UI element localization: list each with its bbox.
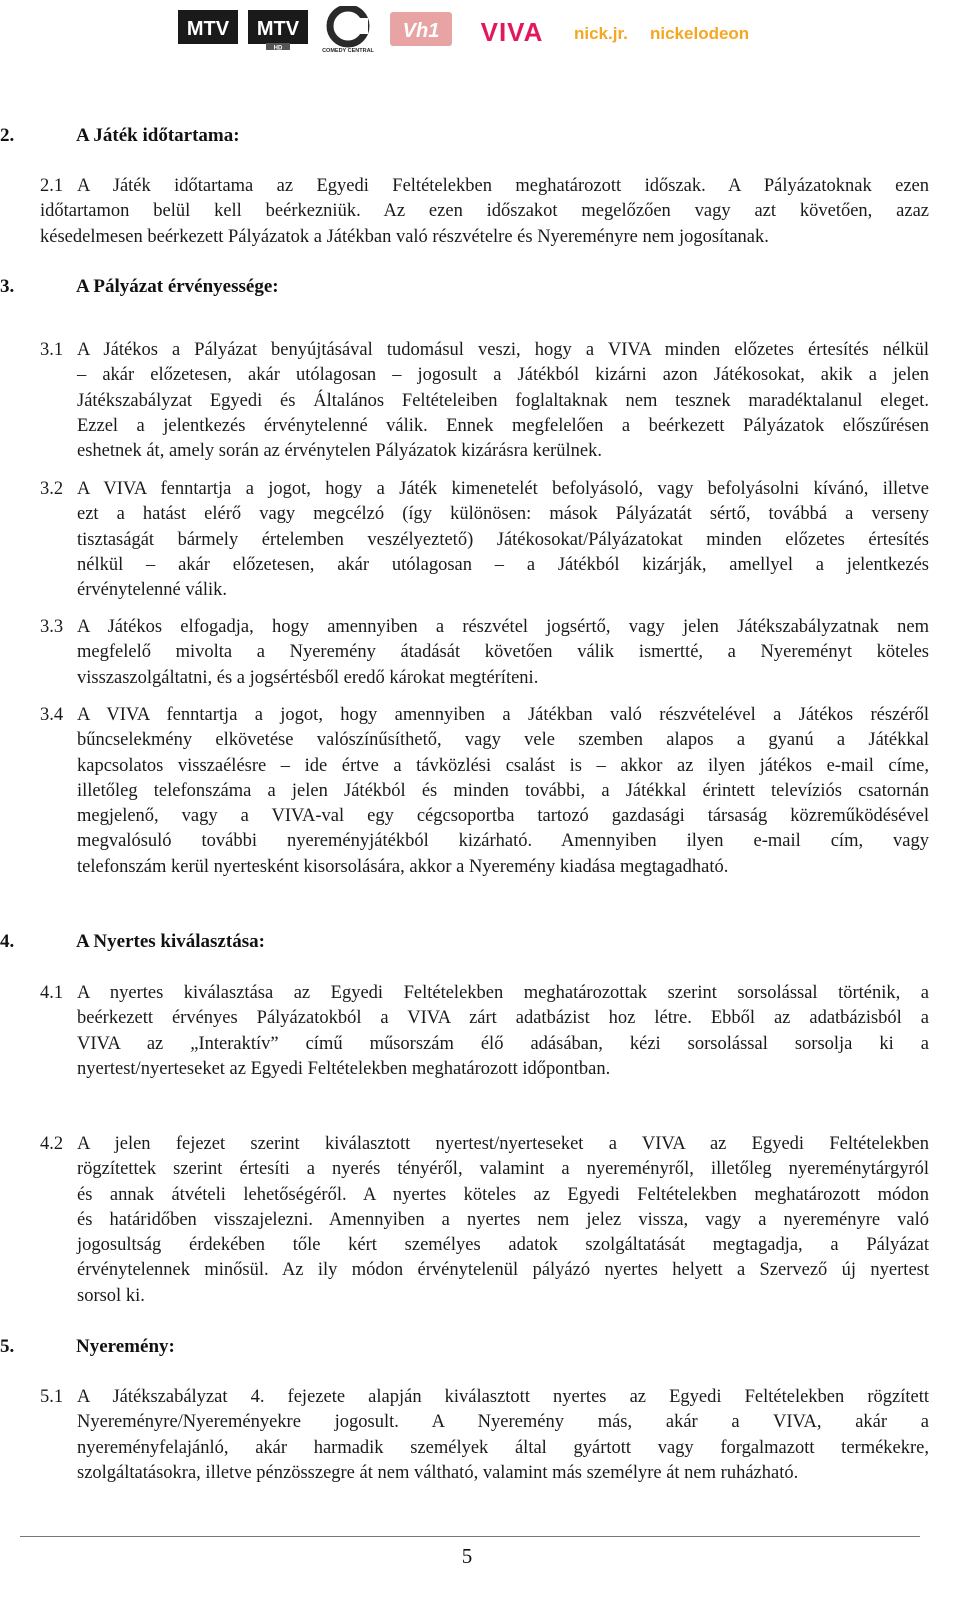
- section-title: Nyeremény:: [76, 1336, 175, 1357]
- paragraph-number: 3.1: [40, 340, 64, 360]
- text-line: ezt a hatást elérő vagy megcélzó (így különösen: mások Pályázatát sértő, továbbá a verseny: [77, 504, 929, 525]
- paragraph-number: 4.2: [40, 1134, 64, 1154]
- paragraph-2-1: [40, 174, 929, 250]
- paragraph-3-4: [40, 703, 929, 880]
- vh1-logo: [390, 12, 452, 46]
- text-line: jogosultság érdekében tőle kért személyes adatok szolgáltatását megtagadja, a Pályázat: [77, 1235, 929, 1256]
- section-title: A Játék időtartama:: [76, 125, 240, 146]
- text-line: és annak átvételi lehetőségéről. A nyertes köteles az Egyedi Feltételekben meghatározott módon: [77, 1184, 929, 1205]
- text-line: megjelenő, vagy a VIVA-val egy cégcsoportba tartozó gazdasági társaság közreműködésével: [77, 806, 929, 827]
- text-line: Nyereményre/Nyereményekre jogosult. A Nyeremény más, akár a VIVA, akár a: [77, 1412, 929, 1433]
- text-line: nélkül – akár előzetesen, akár utólagosan – a Játékból kizárják, amellyel a jelentkezés: [77, 554, 929, 575]
- viva-logo-text: VIVA: [480, 18, 544, 44]
- text-line: A VIVA fenntartja a jogot, hogy amennyiben a Játékban való részvételével a Játékos részéről: [77, 705, 929, 725]
- text-line: Játékszabályzat Egyedi és Általános Feltételeiben foglaltaknak nem tesznek maradéktalanul eleget.: [77, 390, 929, 411]
- comedy-central-text: COMEDY CENTRAL: [322, 48, 374, 54]
- text-line: A VIVA fenntartja a jogot, hogy a Játék kimenetelét befolyásoló, vagy befolyásolni kívánó, illetve: [77, 479, 929, 499]
- text-line: sorsol ki.: [77, 1285, 145, 1306]
- mtv-hd-logo-text: MTV: [256, 18, 300, 40]
- text-line: kapcsolatos visszaélésre – ide értve a távközlési csalást is – akkor az ilyen játékos e-mail címe,: [77, 755, 929, 776]
- paragraph-number: 3.2: [40, 479, 64, 499]
- section-title: A Pályázat érvényessége:: [76, 276, 279, 297]
- text-line: eshetnek át, amely során az érvénytelen Pályázatok kizárásra kerülnek.: [77, 441, 602, 462]
- text-line: beérkezett érvényes Pályázatokból a VIVA zárt adatbázist hoz létre. Ebből az adatbázisból a: [77, 1008, 929, 1029]
- text-line: érvénytelenné válik.: [77, 580, 227, 601]
- vh1-logo-text: Vh1: [402, 20, 440, 42]
- text-line: bűncselekmény elkövetése valószínűsíthető, vagy vele szemben alapos a gyanú a Játékkal: [77, 730, 929, 751]
- paragraph-5-1: [40, 1385, 929, 1486]
- paragraph-number: 3.3: [40, 617, 64, 637]
- nickelodeon-logo: [650, 20, 776, 46]
- text-line: időtartamon belül kell beérkezniük. Az ezen időszakot megelőzően vagy azt követően, azaz: [40, 201, 929, 222]
- text-line: nyertest/nyerteseket az Egyedi Feltételekben meghatározott időpontban.: [77, 1058, 611, 1079]
- text-line: Ezzel a jelentkezés érvénytelenné válik. Ennek megfelelően a beérkezett Pályázatok előszűrésen: [77, 415, 929, 436]
- channel-logos: [170, 6, 780, 56]
- text-line: illetőleg telefonszáma a jelen Játékból és minden további, a Játékkal érintett televíziós csatornán: [77, 780, 929, 801]
- paragraph-3-1: [40, 338, 929, 464]
- text-line: rögzítettek szerint értesíti a nyerés tényéről, valamint a nyereményről, illetőleg nyereménytárgyról: [77, 1159, 929, 1180]
- text-line: A Játékos elfogadja, hogy amennyiben a részvétel jogsértő, vagy jelen Játékszabályzatnak nem: [77, 617, 929, 637]
- text-line: visszaszolgáltatni, és a jogsértésből eredő károkat megtéríteni.: [77, 667, 539, 688]
- text-line: megvalósuló további nyereményjátékból kizárható. Amennyiben ilyen e-mail cím, vagy: [77, 831, 929, 852]
- mtv-hd-logo: [248, 10, 308, 50]
- text-line: – akár előzetesen, akár utólagosan – jogosult a Játékból kizárni azon Játékosokat, akik a jelen: [77, 365, 929, 386]
- section-number: 4.: [0, 931, 15, 952]
- nickelodeon-logo-text: nickelodeon: [650, 24, 750, 43]
- text-line: késedelmesen beérkezett Pályázatok a Játékban való részvételre és Nyereményre nem jogosítanak.: [40, 226, 769, 247]
- comedy-central-logo: [316, 6, 380, 54]
- paragraph-3-2: [40, 477, 929, 603]
- viva-logo: [466, 18, 558, 44]
- text-line: VIVA az „Interaktív” című műsorszám élő adásában, kézi sorsolással sorsolja ki a: [77, 1033, 929, 1054]
- text-line: A nyertes kiválasztása az Egyedi Feltételekben meghatározottak szerint sorsolással történik, a: [77, 983, 929, 1003]
- section-number: 3.: [0, 276, 15, 297]
- text-line: A Játékszabályzat 4. fejezete alapján kiválasztott nyertes az Egyedi Feltételekben rögzített: [77, 1387, 929, 1407]
- text-line: megfelelő mivolta a Nyeremény átadását követően válik ismertté, a Nyereményt köteles: [77, 642, 929, 663]
- paragraph-number: 5.1: [40, 1387, 64, 1407]
- paragraph-3-3: [40, 615, 929, 691]
- text-line: A Játékos a Pályázat benyújtásával tudomásul veszi, hogy a VIVA minden előzetes értesítés nélkül: [77, 340, 929, 360]
- footer-divider: [20, 1536, 920, 1537]
- mtv-logo: [178, 10, 238, 44]
- paragraph-number: 4.1: [40, 983, 64, 1003]
- text-line: tisztaságát bármely értelemben veszélyeztető) Játékosokat/Pályázatokat minden előzetes értesítés: [77, 529, 929, 550]
- nick-jr-logo: [574, 20, 646, 46]
- text-line: nyereményfelajánló, akár harmadik személyek által gyártott vagy forgalmazott termékekre,: [77, 1437, 929, 1458]
- page-number: 5: [461, 1544, 473, 1568]
- mtv-hd-sublabel: HD: [273, 45, 283, 50]
- text-line: szolgáltatásokra, illetve pénzösszegre át nem váltható, valamint más személyre át nem ruházható.: [77, 1462, 799, 1483]
- text-line: és határidőben visszajelezni. Amennyiben a nyertes nem jelez vissza, vagy a nyereményre való: [77, 1209, 929, 1230]
- paragraph-number: 2.1: [40, 176, 64, 196]
- section-number: 2.: [0, 125, 15, 146]
- section-title: A Nyertes kiválasztása:: [76, 931, 265, 952]
- nick-jr-logo-text: nick.jr.: [574, 24, 628, 43]
- text-line: érvénytelennek minősül. Az ily módon érvénytelenül pályázó nyertes helyett a Szervező új nyertest: [77, 1260, 929, 1281]
- text-line: A jelen fejezet szerint kiválasztott nyertest/nyerteseket a VIVA az Egyedi Feltételekben: [77, 1134, 929, 1154]
- paragraph-4-1: [40, 981, 929, 1082]
- paragraph-number: 3.4: [40, 705, 64, 725]
- text-line: A Játék időtartama az Egyedi Feltételekben meghatározott időszak. A Pályázatoknak ezen: [77, 176, 929, 196]
- paragraph-4-2: [40, 1132, 929, 1309]
- text-line: telefonszám kerül nyertesként kisorsolására, akkor a Nyeremény kiadása megtagadható.: [77, 856, 729, 877]
- section-number: 5.: [0, 1336, 15, 1357]
- mtv-logo-text: MTV: [186, 18, 230, 40]
